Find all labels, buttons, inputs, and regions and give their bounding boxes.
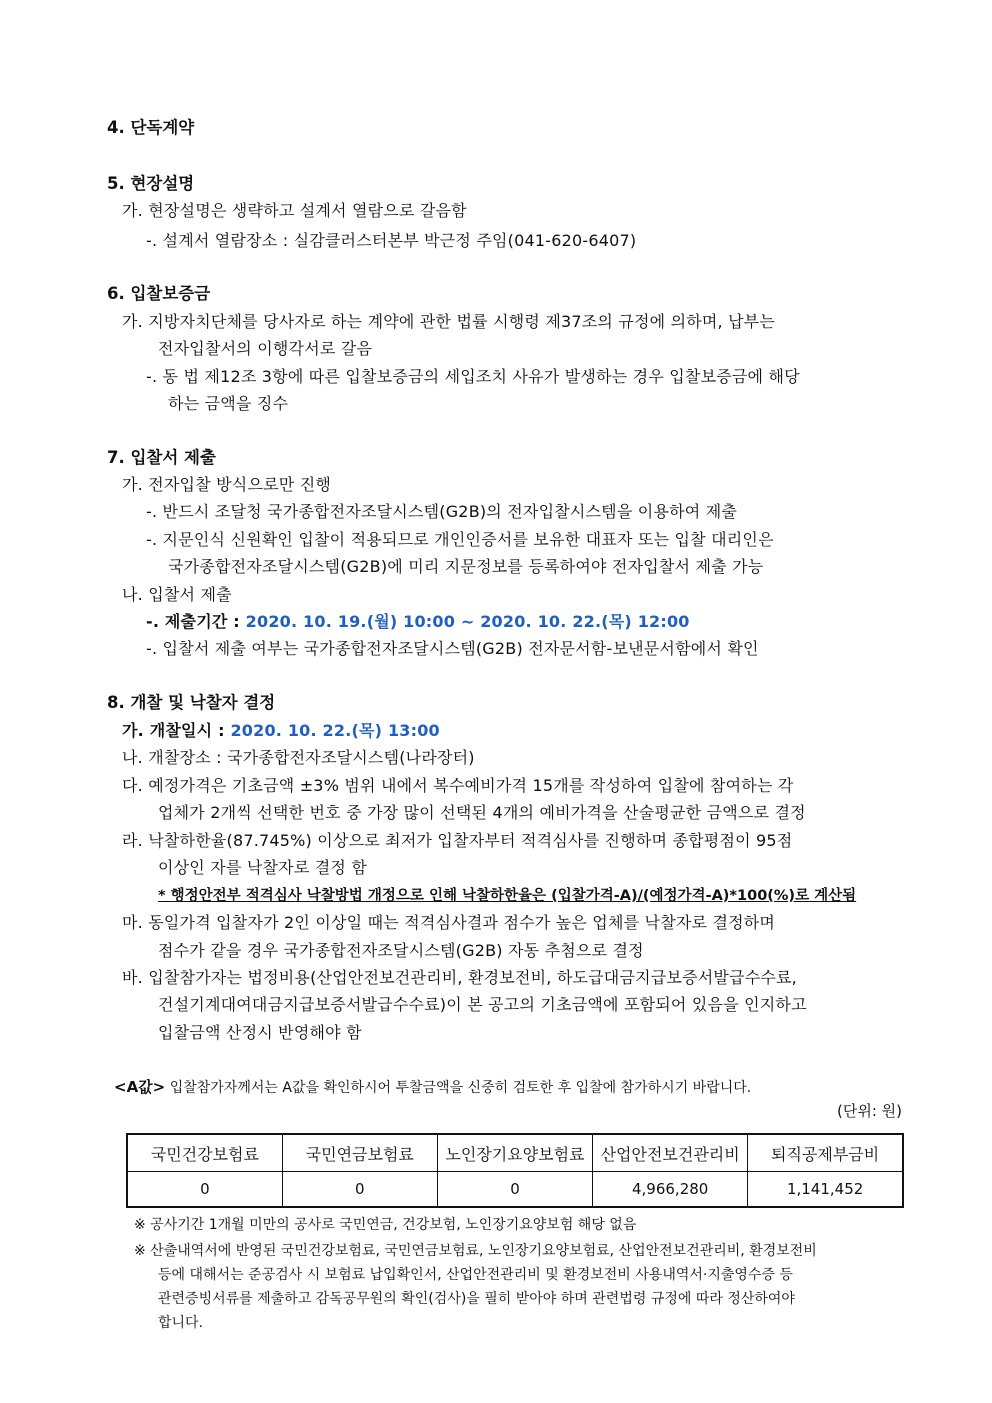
section-8-item-ma-line1: 마. 동일가격 입찰자가 2인 이상일 때는 적격심사결과 점수가 높은 업체를 낙찰자로 결정하며 [122,913,776,932]
section-7-dash-2-line2: 국가종합전자조달시스템(G2B)에 미리 지문정보를 등록하여야 전자입찰서 제출 가능 [168,557,764,576]
text: 가. 지방자치단체를 당사자로 하는 계약에 관한 법률 시행령 제37조의 규정에 의하며, 납부는 [122,312,776,331]
section-7-dash-1: -. 반드시 조달청 국가종합전자조달시스템(G2B)의 전자입찰시스템을 이용하여 제출 [146,502,738,521]
header-long-term-care: 노인장기요양보험료 [437,1134,592,1172]
a-value-notice [114,1076,751,1099]
section-8-item-da-line2: 업체가 2개씩 선택한 번호 중 가장 많이 선택된 4개의 예비가격을 산술평균한 금액으로 결정 [158,803,806,822]
a-value-label: <A값> [114,1078,166,1096]
section-8-item-ra-line2: 이상인 자를 낙찰자로 결정 함 [158,858,368,877]
section-7-dash-4: -. 입찰서 제출 여부는 국가종합전자조달시스템(G2B) 전자문서함-보낸문서함에서 확인 [146,639,759,658]
section-7-dash-2-line1: -. 지문인식 신원확인 입찰이 적용되므로 개인인증서를 보유한 대표자 또는 입찰 대리인은 [146,530,774,549]
note-2-line1: ※ 산출내역서에 반영된 국민건강보험료, 국민연금보험료, 노인장기요양보험료, 산업안전보건관리비, 환경보전비 [134,1243,817,1259]
submission-period-value: 2020. 10. 19.(월) 10:00 ~ 2020. 10. 22.(목) 12:00 [245,612,690,631]
table-row [127,1172,903,1208]
section-8-item-ba-line2: 건설기계대여대금지급보증서발급수수료)이 본 공고의 기초금액에 포함되어 있음을 인지하고 [158,995,807,1014]
insurance-cost-table [126,1133,904,1208]
header-safety-health-cost: 산업안전보건관리비 [593,1134,748,1172]
section-5-item-ga: 가. 현장설명은 생략하고 설계서 열람으로 갈음함 [122,201,467,220]
section-6-dash-line2: 하는 금액을 징수 [168,394,289,413]
section-8-item-ra-line1: 라. 낙찰하한율(87.745%) 이상으로 최저가 입찰자부터 적격심사를 진행하며 종합평점이 95점 [122,831,793,850]
section-8-item-ma-line2: 점수가 같을 경우 국가종합전자조달시스템(G2B) 자동 추첨으로 결정 [158,941,644,960]
value-retirement-mutual-aid: 1,141,452 [748,1172,903,1208]
section-8-item-ba-line1: 바. 입찰참가자는 법정비용(산업안전보건관리비, 환경보전비, 하도급대금지급보증서발급수수료, [122,968,797,987]
section-8-title: 8. 개찰 및 낙찰자 결정 [107,693,276,712]
section-8-item-na: 나. 개찰장소 : 국가종합전자조달시스템(나라장터) [122,748,475,767]
section-7-item-na: 나. 입찰서 제출 [122,585,232,604]
note-2-line3: 관련증빙서류를 제출하고 감독공무원의 확인(검사)을 필히 받아야 하며 관련법령 규정에 따라 정산하여야 [158,1291,795,1307]
section-8-item-ga [122,720,440,742]
header-retirement-mutual-aid: 퇴직공제부금비 [748,1134,903,1172]
section-5-title: 5. 현장설명 [107,174,195,193]
header-national-pension: 국민연금보험료 [282,1134,437,1172]
unit-label: (단위: 원) [837,1102,902,1120]
section-7-dash-3 [146,611,690,633]
section-4-title: 4. 단독계약 [107,118,195,137]
a-value-text: 입찰참가자께서는 A값을 확인하시어 투찰금액을 신중히 검토한 후 입찰에 참가하시기 바랍니다. [169,1080,752,1096]
section-6-dash-line1: -. 동 법 제12조 3항에 따른 입찰보증금의 세입조치 사유가 발생하는 경우 입찰보증금에 해당 [146,367,800,386]
section-7-title: 7. 입찰서 제출 [107,448,216,467]
header-health-insurance: 국민건강보험료 [127,1134,282,1172]
section-5-dash-1: -. 설계서 열람장소 : 실감클러스터본부 박근정 주임(041-620-6407) [146,231,637,250]
note-2-line2: 등에 대해서는 준공검사 시 보험료 납입확인서, 산업안전관리비 및 환경보전비 사용내역서·지출영수증 등 [158,1267,793,1283]
section-6-title: 6. 입찰보증금 [107,284,211,303]
value-long-term-care: 0 [437,1172,592,1208]
section-8-star-note: * 행정안전부 적격심사 낙찰방법 개정으로 인해 낙찰하한율은 (입찰가격-A)/(예정가격-A)*100(%)로 계산됨 [158,888,857,904]
value-national-pension: 0 [282,1172,437,1208]
note-2-line4: 합니다. [158,1315,204,1331]
opening-datetime-label: 가. 개찰일시 : [122,721,231,740]
note-1: ※ 공사기간 1개월 미만의 공사로 국민연금, 건강보험, 노인장기요양보험 해당 없음 [134,1217,637,1233]
opening-datetime-value: 2020. 10. 22.(목) 13:00 [230,721,440,740]
submission-period-label: -. 제출기간 : [146,612,246,631]
value-safety-health-cost: 4,966,280 [593,1172,748,1208]
section-6-item-ga-line1 [122,311,922,333]
table-header-row [127,1134,903,1172]
section-8-item-ba-line3: 입찰금액 산정시 반영해야 함 [158,1023,362,1042]
value-health-insurance: 0 [127,1172,282,1208]
section-8-item-da-line1: 다. 예정가격은 기초금액 ±3% 범위 내에서 복수예비가격 15개를 작성하여 입찰에 참여하는 각 [122,776,794,795]
section-6-item-ga-line2: 전자입찰서의 이행각서로 갈음 [158,339,373,358]
section-7-item-ga: 가. 전자입찰 방식으로만 진행 [122,475,332,494]
